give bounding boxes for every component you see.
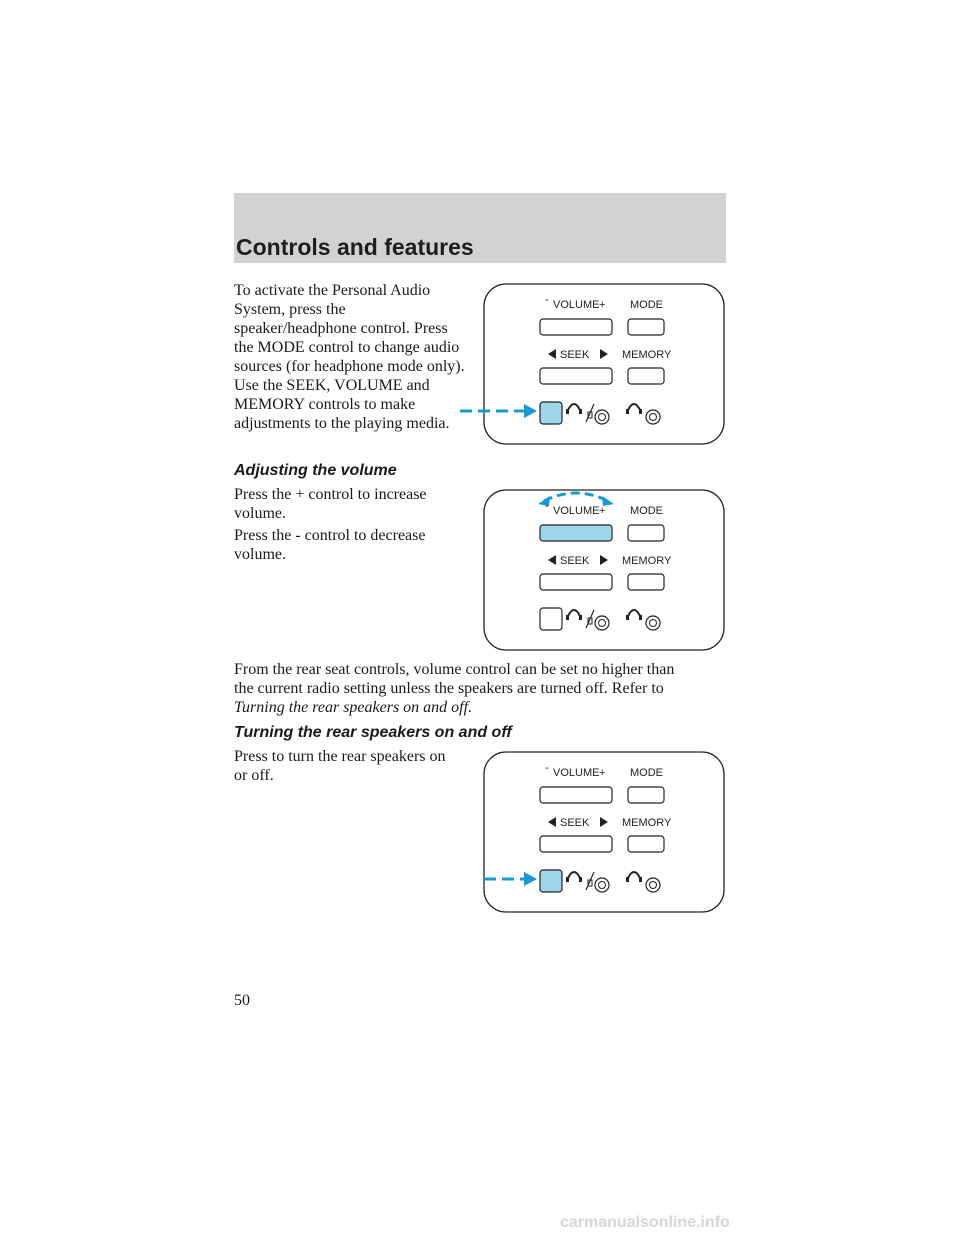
intro-line: speaker/headphone control. Press — [234, 320, 448, 337]
page-number: 50 — [234, 992, 250, 1009]
mode-label: MODE — [630, 505, 663, 517]
speaker-headphone-button[interactable] — [540, 608, 562, 630]
intro-line: To activate the Personal Audio — [234, 282, 431, 299]
seek-button[interactable] — [540, 836, 612, 852]
volume-label: VOLUME — [553, 299, 600, 311]
volume-label: VOLUME — [553, 505, 600, 517]
volume-increase-paragraph — [234, 485, 427, 523]
text-line: Press the - control to decrease — [234, 527, 426, 544]
volume-label: VOLUME — [553, 767, 600, 779]
volume-minus-label: - — [545, 762, 549, 774]
memory-button[interactable] — [628, 574, 664, 590]
text-line: the current radio setting unless the speakers are turned off. Refer to — [234, 680, 664, 697]
volume-limit-note — [234, 660, 674, 717]
intro-line: MEMORY controls to make — [234, 396, 416, 413]
memory-label: MEMORY — [622, 349, 672, 361]
seek-label: SEEK — [560, 555, 590, 567]
volume-decrease-paragraph — [234, 526, 425, 564]
speakers-heading: Turning the rear speakers on and off — [234, 724, 512, 741]
text-line: or off. — [234, 767, 274, 784]
speakers-paragraph — [234, 747, 446, 785]
memory-button[interactable] — [628, 368, 664, 384]
footer-watermark: carmanualsonline.info — [560, 1214, 730, 1231]
intro-line: System, press the — [234, 301, 346, 318]
speaker-headphone-button[interactable] — [540, 402, 562, 424]
section-title: Controls and features — [236, 234, 474, 260]
volume-button[interactable] — [540, 787, 612, 803]
volume-button[interactable] — [540, 525, 612, 541]
intro-line: the MODE control to change audio — [234, 339, 460, 356]
volume-heading: Adjusting the volume — [234, 462, 397, 479]
text-line: Press to turn the rear speakers on — [234, 748, 446, 765]
cross-reference-link: Turning the rear speakers on and off. — [234, 699, 473, 716]
intro-line: adjustments to the playing media. — [234, 415, 450, 432]
volume-plus-label: + — [599, 299, 606, 311]
mode-button[interactable] — [628, 787, 664, 803]
control-panel-figure-3 — [480, 750, 728, 914]
text-line: From the rear seat controls, volume control can be set no higher than — [234, 661, 675, 678]
volume-plus-label: + — [599, 505, 606, 517]
control-panel-figure-2 — [480, 488, 728, 652]
intro-line: sources (for headphone mode only). — [234, 358, 465, 375]
intro-line: Use the SEEK, VOLUME and — [234, 377, 430, 394]
text-line: volume. — [234, 546, 286, 563]
speaker-headphone-button[interactable] — [540, 870, 562, 892]
volume-minus-label: - — [545, 294, 549, 306]
control-panel-figure-1 — [480, 282, 728, 446]
seek-label: SEEK — [560, 817, 590, 829]
seek-button[interactable] — [540, 574, 612, 590]
volume-button[interactable] — [540, 319, 612, 335]
text-line: Press the + control to increase — [234, 486, 427, 503]
text-line: volume. — [234, 505, 286, 522]
memory-button[interactable] — [628, 836, 664, 852]
mode-label: MODE — [630, 299, 663, 311]
mode-button[interactable] — [628, 525, 664, 541]
seek-label: SEEK — [560, 349, 590, 361]
intro-paragraph — [234, 281, 465, 433]
mode-label: MODE — [630, 767, 663, 779]
volume-plus-label: + — [599, 767, 606, 779]
memory-label: MEMORY — [622, 555, 672, 567]
seek-button[interactable] — [540, 368, 612, 384]
memory-label: MEMORY — [622, 817, 672, 829]
mode-button[interactable] — [628, 319, 664, 335]
volume-minus-label: - — [545, 500, 549, 512]
